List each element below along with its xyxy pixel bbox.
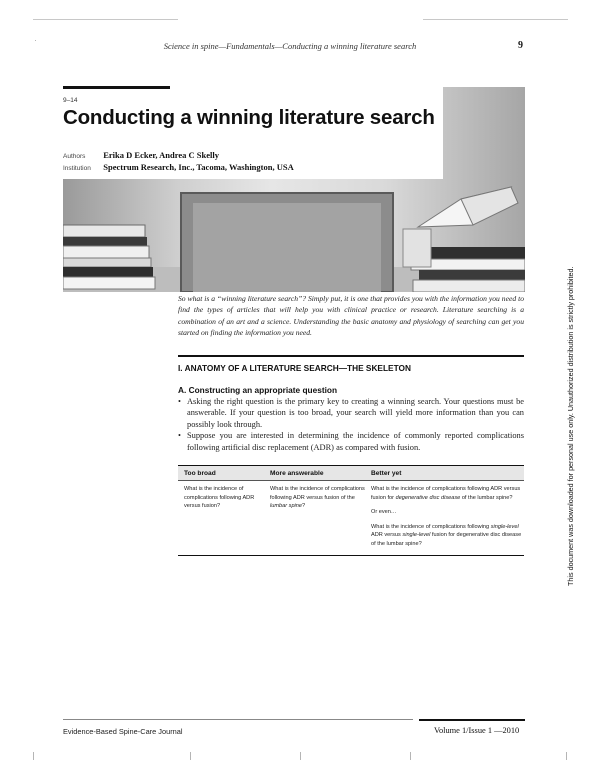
institution-label: Institution [63,165,91,172]
header-too-broad: Too broad [184,469,216,477]
question-better-yet-1: What is the incidence of complications following ADR versus fusion for degenerative disc disease of the lumbar spine? [371,486,521,501]
issue-info: Volume 1/Issue 1 —2010 [434,726,520,735]
cell-too-broad [178,485,264,554]
header-more-answerable: More answerable [270,469,324,477]
crop-mark [190,752,191,760]
cell-better-yet [365,485,524,554]
section-bar [63,86,170,89]
question-better-yet-2: What is the incidence of complications following single-level ADR versus single-level fusion for degenerative disc disease of the lumbar spine? [371,523,522,547]
question-or-even: Or even… [371,509,397,515]
question-too-broad: What is the incidence of complications following ADR versus fusion? [184,486,255,509]
question-table [178,465,524,556]
institution-row [63,162,294,172]
crop-mark [566,752,567,760]
running-head: Science in spine—Fundamentals—Conducting a winning literature search [163,41,417,51]
table-bottom-rule [178,555,524,556]
page-number: 9 [518,40,523,51]
journal-name: Evidence-Based Spine-Care Journal [63,727,183,736]
authors-label: Authors [63,153,86,160]
download-notice: This document was downloaded for personal use only. Unauthorized distribution is strictly prohibited. [566,266,575,586]
institution: Spectrum Research, Inc., Tacoma, Washington, USA [103,162,294,172]
intro-paragraph: So what is a “winning literature search”? Simply put, it is one that provides you with the information you need to find the types of articles that will help you with clinical practice or research. Literature searching is a combination of an art and a science. Understanding the basic anatomy and physiology of searching can get you started on finding the information you need. [178,294,524,337]
section-rule [178,355,524,357]
top-rule-right [423,19,568,20]
table-row [178,481,524,554]
crop-mark [410,752,411,760]
bullet-item: • Asking the right question is the primary key to creating a winning search. Your questions must be answerable. If your question is too broad, your search will yield more information than you can possibly look through. [178,396,524,430]
question-more-answerable: What is the incidence of complications following ADR versus fusion of the lumbar spine? [270,486,365,509]
footer-rule-right [419,719,525,721]
authors: Erika D Ecker, Andrea C Skelly [103,150,219,160]
subsection-heading: A. Constructing an appropriate question [178,385,338,395]
top-rule-left [33,19,178,20]
authors-row [63,150,219,160]
footer-rule-left [63,719,413,720]
crop-mark [35,40,36,41]
header-better-yet: Better yet [371,469,402,477]
bullet-list [178,396,524,453]
crop-mark [300,752,301,760]
section-heading: I. ANATOMY OF A LITERATURE SEARCH—THE SKELETON [178,363,411,373]
crop-mark [33,752,34,760]
article-title: Conducting a winning literature search [63,106,435,129]
article-pages: 9–14 [63,97,78,104]
table-header-row [178,466,524,480]
cell-more-answerable [264,485,365,554]
bullet-item: • Suppose you are interested in determining the incidence of commonly reported complications following artificial disc replacement (ADR) as compared with fusion. [178,430,524,453]
